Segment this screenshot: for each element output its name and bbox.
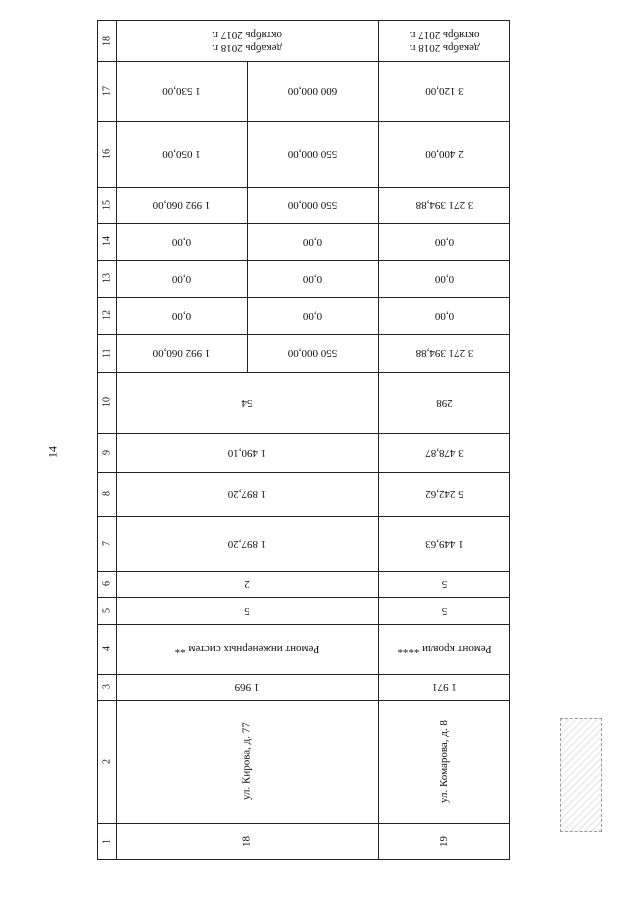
c16a-row-18: 1 050,00 <box>162 148 201 161</box>
col-index-10: 10 <box>101 397 113 408</box>
c11-row-19: 3 271 394,88 <box>415 347 474 360</box>
work-type-row-18: Ремонт инженерных систем ** <box>174 643 320 656</box>
col-index-14: 14 <box>101 236 113 247</box>
c13a-row-18: 0,00 <box>171 272 192 285</box>
c15a-row-18: 1 992 060,00 <box>152 199 211 212</box>
floors-row-19: 5 <box>441 604 448 617</box>
period-row-18 <box>116 21 378 61</box>
period-start: октябрь 2017 г. <box>409 29 480 41</box>
address-row-18: ул. Кирова, д. 77 <box>240 722 253 801</box>
period-end: декабрь 2018 г. <box>409 41 480 54</box>
area3-row-19: 3 478,87 <box>425 446 464 459</box>
col-index-8: 8 <box>101 491 113 497</box>
repair-table <box>97 20 510 860</box>
col-index-7: 7 <box>101 541 113 546</box>
col-index-5: 5 <box>101 608 113 613</box>
col-index-11: 11 <box>101 348 113 358</box>
area2-row-18: 1 897,20 <box>227 488 267 501</box>
entrances-row-19: 5 <box>441 578 448 591</box>
c13b-row-18: 0,00 <box>302 272 323 285</box>
period-end: декабрь 2018 г. <box>211 41 283 54</box>
c14a-row-18: 0,00 <box>171 235 192 248</box>
total-area-row-18: 1 897,20 <box>227 537 267 550</box>
residents-row-19: 298 <box>436 396 453 409</box>
c17a-row-18: 1 530,00 <box>162 85 201 98</box>
page-number: 14 <box>45 446 60 458</box>
c15b-row-18: 550 000,00 <box>287 199 338 212</box>
c11b-row-18: 550 000,00 <box>287 347 338 360</box>
col-index-6: 6 <box>101 581 113 587</box>
c12-row-19: 0,00 <box>434 309 455 322</box>
col-index-2: 2 <box>101 759 113 764</box>
c17b-row-18: 600 000,00 <box>287 85 338 98</box>
area3-row-18: 1 490,10 <box>227 446 267 459</box>
col-index-13: 13 <box>101 273 113 284</box>
col-index-3: 3 <box>101 684 113 690</box>
work-type-row-19: Ремонт кровли **** <box>397 643 492 656</box>
col-index-17: 17 <box>101 86 113 96</box>
col-index-1: 1 <box>101 839 113 845</box>
num-row-18: 18 <box>240 836 253 848</box>
entrances-row-18: 2 <box>244 578 250 591</box>
period-row-19 <box>378 21 511 61</box>
total-area-row-19: 1 449,63 <box>425 537 464 550</box>
period-start: октябрь 2017 г. <box>211 29 283 41</box>
c16b-row-18: 550 000,00 <box>287 148 338 161</box>
c12a-row-18: 0,00 <box>171 309 192 322</box>
residents-row-18: 54 <box>241 396 253 409</box>
col-index-15: 15 <box>101 200 113 210</box>
c16-row-19: 2 400,00 <box>425 148 464 161</box>
year-row-19: 1 971 <box>432 681 457 694</box>
area2-row-19: 5 242,62 <box>425 488 464 501</box>
c17-row-19: 3 120,00 <box>425 85 464 98</box>
floors-row-18: 5 <box>244 604 250 617</box>
c14b-row-18: 0,00 <box>302 235 323 248</box>
col-index-18: 18 <box>101 36 113 46</box>
address-row-19: ул. Комарова, д. 8 <box>438 720 451 803</box>
c14-row-19: 0,00 <box>434 235 455 248</box>
col-index-16: 16 <box>101 149 113 159</box>
num-row-19: 19 <box>438 836 451 848</box>
stamp-mark <box>560 718 602 832</box>
col-index-12: 12 <box>101 310 113 321</box>
c15-row-19: 3 271 394,88 <box>415 199 474 212</box>
col-index-9: 9 <box>101 450 113 455</box>
col-index-4: 4 <box>101 646 113 652</box>
c13-row-19: 0,00 <box>434 272 455 285</box>
c11a-row-18: 1 992 060,00 <box>152 347 211 360</box>
year-row-18: 1 969 <box>234 681 260 694</box>
c12b-row-18: 0,00 <box>302 309 323 322</box>
